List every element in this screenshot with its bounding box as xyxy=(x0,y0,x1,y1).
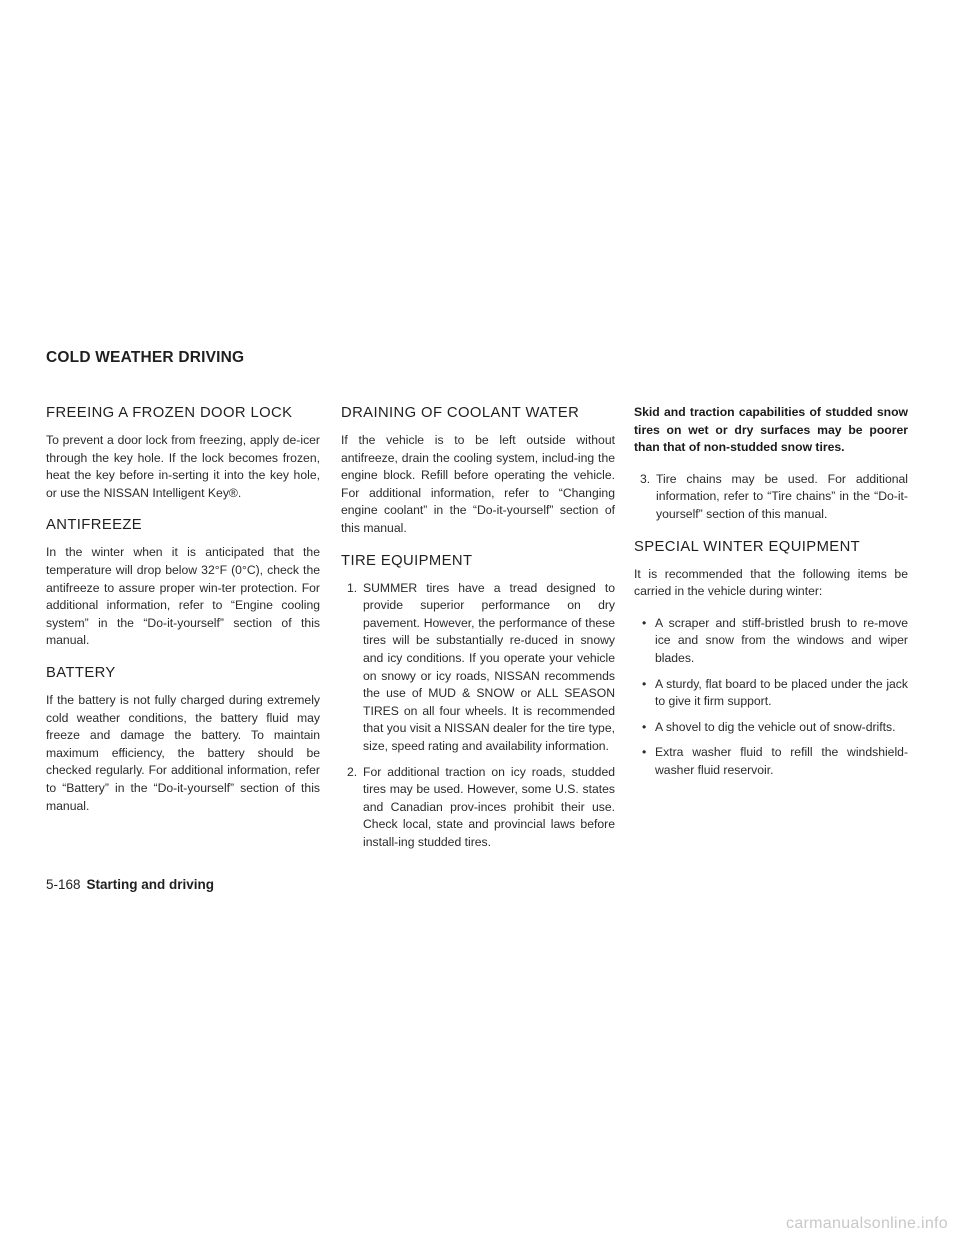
list-text: A sturdy, flat board to be placed under the jack to give it firm support. xyxy=(655,676,908,709)
page-number: 5-168 xyxy=(46,877,81,892)
studded-tires-warning: Skid and traction capabilities of studded snow tires on wet or dry surfaces may be poorer than that of non-studded snow tires. xyxy=(634,405,908,455)
paragraph-antifreeze: In the winter when it is anticipated that the temperature will drop below 32°F (0°C), check the antifreeze to assure proper win-ter protection. For additional information, refer to “Engine cooling system” in the “Do-it-yourself” section of this manual. xyxy=(46,545,320,648)
footer-section-title: Starting and driving xyxy=(86,877,215,892)
winter-equipment-list xyxy=(634,615,908,780)
paragraph-coolant: If the vehicle is to be left outside without antifreeze, drain the cooling system, includ-ing the engine block. Refill before operating the vehicle. For additional information, refer to “Changing engine coolant” in the “Do-it-yourself” section of this manual. xyxy=(341,433,615,535)
list-item xyxy=(634,615,908,668)
page-footer xyxy=(46,877,214,892)
list-item xyxy=(634,471,908,524)
list-number: 2. xyxy=(347,764,358,779)
list-text: A shovel to dig the vehicle out of snow-drifts. xyxy=(655,719,896,734)
list-item xyxy=(634,676,908,711)
heading-antifreeze: ANTIFREEZE xyxy=(46,517,143,534)
bullet-icon: • xyxy=(642,719,647,734)
tire-list xyxy=(341,580,615,852)
heading-coolant: DRAINING OF COOLANT WATER xyxy=(341,405,580,421)
list-item xyxy=(341,580,615,756)
column-3 xyxy=(634,404,908,788)
bullet-icon: • xyxy=(642,676,647,691)
paragraph-winter-intro: It is recommended that the following items be carried in the vehicle during winter: xyxy=(634,566,908,599)
column-2 xyxy=(341,404,615,865)
heading-tire-equipment: TIRE EQUIPMENT xyxy=(341,552,473,569)
heading-door-lock: FREEING A FROZEN DOOR LOCK xyxy=(46,405,293,421)
list-item xyxy=(634,719,908,737)
bullet-icon: • xyxy=(642,745,647,760)
tire-list-continued xyxy=(634,471,908,524)
list-item xyxy=(634,744,908,779)
list-item xyxy=(341,764,615,852)
list-text: For additional traction on icy roads, studded tires may be used. However, some U.S. states and Canadian prov-inces prohibit their use. Check local, state and provincial laws before install-ing studded tires. xyxy=(363,764,615,849)
section-title: COLD WEATHER DRIVING xyxy=(46,349,245,366)
heading-winter-equipment: SPECIAL WINTER EQUIPMENT xyxy=(634,538,861,555)
list-text: Extra washer fluid to refill the windshield-washer fluid reservoir. xyxy=(655,745,908,777)
list-number: 3. xyxy=(640,471,651,486)
list-text: SUMMER tires have a tread designed to provide superior performance on dry pavement. However, the performance of these tires will be substantially re-duced in snowy and icy conditions. If you operate your vehicle on snowy or icy roads, NISSAN recommends the use of MUD & SNOW or ALL SEASON TIRES on all four wheels. It is recommended that you visit a NISSAN dealer for the tire type, size, speed rating and availability information. xyxy=(363,580,615,753)
heading-battery: BATTERY xyxy=(46,664,116,681)
list-text: Tire chains may be used. For additional information, refer to “Tire chains” in the “Do-it-yourself” section of this manual. xyxy=(656,471,908,521)
watermark: carmanualsonline.info xyxy=(786,1215,948,1232)
list-text: A scraper and stiff-bristled brush to re-move ice and snow from the windows and wiper blades. xyxy=(655,615,908,665)
paragraph-door-lock: To prevent a door lock from freezing, apply de-icer through the key hole. If the lock becomes frozen, heat the key before in-serting it into the key hole, or use the NISSAN Intelligent Key®. xyxy=(46,433,320,500)
paragraph-battery: If the battery is not fully charged during extremely cold weather conditions, the battery fluid may freeze and damage the battery. To maintain maximum efficiency, the battery should be checked regularly. For additional information, refer to “Battery” in the “Do-it-yourself” section of this manual. xyxy=(46,692,320,813)
list-number: 1. xyxy=(347,580,358,595)
bullet-icon: • xyxy=(642,615,647,630)
column-1 xyxy=(46,404,320,829)
